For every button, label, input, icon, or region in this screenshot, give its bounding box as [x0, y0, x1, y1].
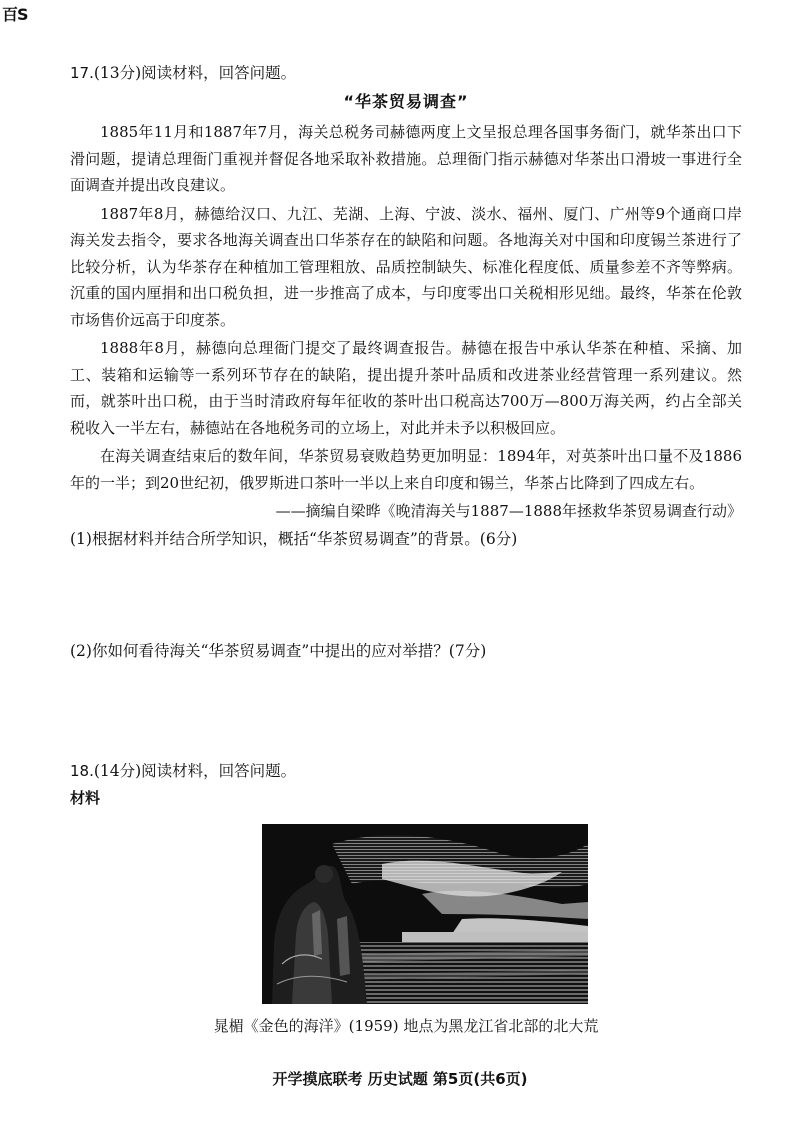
material-paragraph-1: 1885年11月和1887年7月，海关总税务司赫德两度上文呈报总理各国事务衙门，就华茶出口下滑问题，提请总理衙门重视并督促各地采取补救措施。总理衙门指示赫德对华茶出口滑坡一事进行全面调查并提出改良建议。	[70, 123, 742, 194]
question-17-header	[70, 60, 742, 86]
answer-space-17-1	[70, 552, 742, 638]
painting-horizon	[402, 932, 588, 942]
answer-space-17-2	[70, 664, 742, 758]
question-18-number: 18.	[70, 762, 94, 780]
question-17-instruction: (13分)阅读材料，回答问题。	[93, 64, 297, 82]
question-18	[70, 758, 742, 1038]
question-17-number: 17.	[70, 64, 94, 82]
question-18-header	[70, 758, 742, 784]
woodcut-painting	[262, 824, 588, 1004]
page-footer: 开学摸底联考 历史试题 第5页(共6页)	[272, 1070, 528, 1088]
article-title: “华茶贸易调查”	[343, 92, 469, 111]
material-paragraph-4: 在海关调查结束后的数年间，华茶贸易衰败趋势更加明显：1894年，对英茶叶出口量不及1886年的一半；到20世纪初，俄罗斯进口茶叶一半以上来自印度和锡兰，华茶占比降到了四成左右。	[70, 447, 742, 492]
sub-question-17-2: (2)你如何看待海关“华茶贸易调查”中提出的应对举措？(7分)	[70, 642, 487, 660]
material-paragraph-3: 1888年8月，赫德向总理衙门提交了最终调查报告。赫德在报告中承认华茶在种植、采摘、加工、装箱和运输等一系列环节存在的缺陷，提出提升茶叶品质和改进茶业经营管理一系列建议。然而，就茶叶出口税，由于当时清政府每年征收的茶叶出口税高达700万—800万海关两，约占全部关税收入一半左右，赫德站在各地税务司的立场上，对此并未予以积极回应。	[70, 339, 742, 437]
material-paragraph-2: 1887年8月，赫德给汉口、九江、芜湖、上海、宁波、淡水、福州、厦门、广州等9个通商口岸海关发去指令，要求各地海关调查出口华茶存在的缺陷和问题。各地海关对中国和印度锡兰茶进行了比较分析，认为华茶存在种植加工管理粗放、品质控制缺失、标准化程度低、质量参差不齐等弊病。沉重的国内厘捐和出口税负担，进一步推高了成本，与印度零出口关税相形见绌。最终，华茶在伦敦市场售价远高于印度茶。	[70, 204, 742, 329]
question-18-instruction: (14分)阅读材料，回答问题。	[93, 762, 297, 780]
sub-question-17-1: (1)根据材料并结合所学知识，概括“华茶贸易调查”的背景。(6分)	[70, 530, 518, 548]
material-label: 材料	[70, 789, 101, 807]
painting-field	[352, 942, 588, 1004]
exam-page	[70, 60, 742, 1038]
material-source: ——摘编自梁晔《晚清海关与1887—1888年拯救华茶贸易调查行动》	[275, 502, 742, 520]
corner-mark: 百S	[2, 5, 28, 24]
painting-caption: 晁楣《金色的海洋》(1959) 地点为黑龙江省北部的北大荒	[213, 1017, 599, 1035]
question-17	[70, 60, 742, 758]
